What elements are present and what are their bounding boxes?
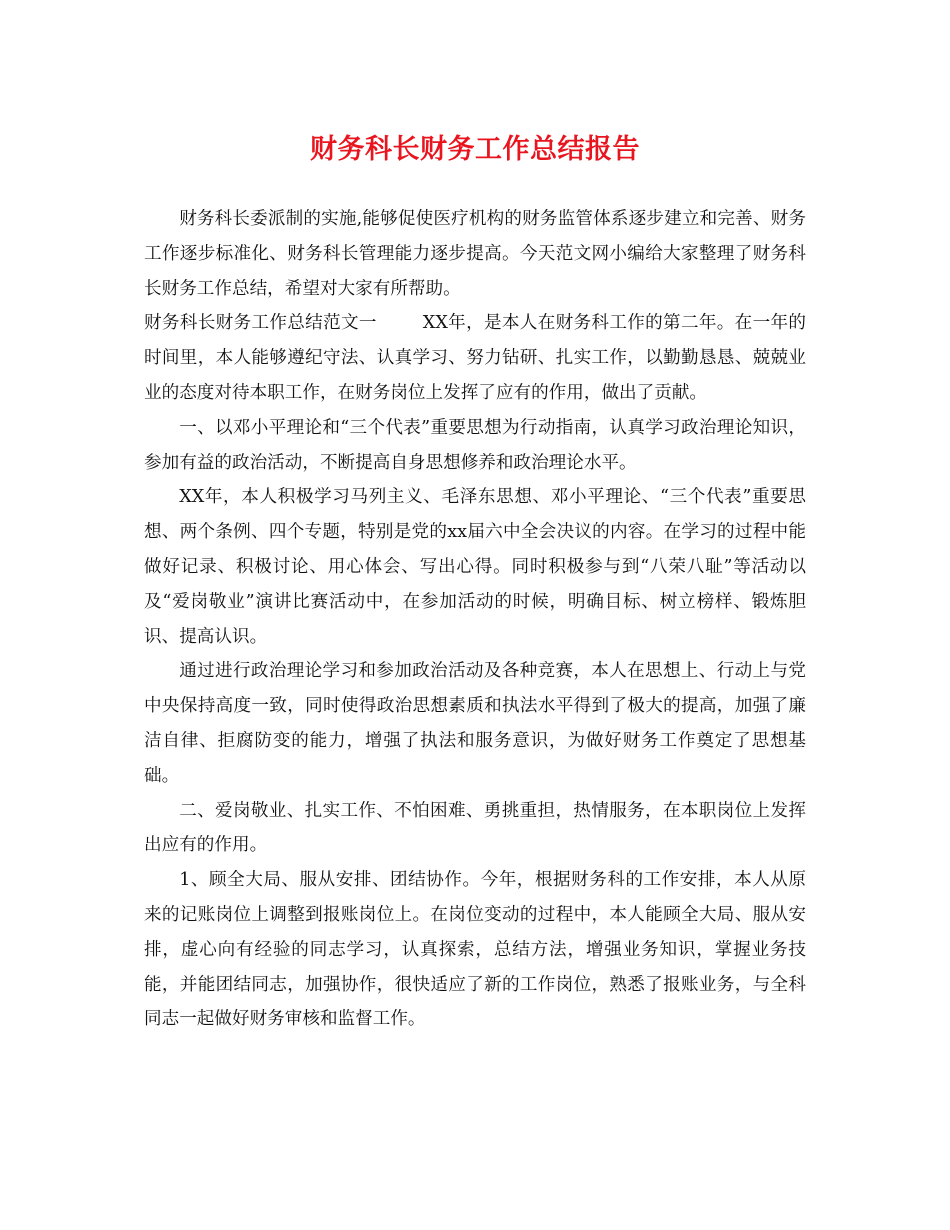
paragraph-section-one: 一、以邓小平理论和“三个代表”重要思想为行动指南，认真学习政治理论知识，参加有益的政治活动，不断提高自身思想修养和政治理论水平。 xyxy=(144,417,806,473)
paragraph-study: XX年，本人积极学习马列主义、毛泽东思想、邓小平理论、“三个代表”重要思想、两个条例、四个专题，特别是党的xx届六中全会决议的内容。在学习的过程中能做好记录、积极讨论、用心体会、写出心得。同时积极参与到“八荣八耻”等活动以及“爱岗敬业”演讲比赛活动中，在参加活动的时候，明确目标、树立榜样、锻炼胆识、提高认识。 xyxy=(144,487,806,647)
paragraph-sample-one xyxy=(144,306,806,410)
paragraph-point-one: 1、顾全大局、服从安排、团结协作。今年，根据财务科的工作安排，本人从原来的记账岗位上调整到报账岗位上。在岗位变动的过程中，本人能顾全大局、服从安排，虚心向有经验的同志学习，认真探索，总结方法，增强业务知识，掌握业务技能，并能团结同志，加强协作，很快适应了新的工作岗位，熟悉了报账业务，与全科同志一起做好财务审核和监督工作。 xyxy=(144,870,806,1030)
sample-heading: 财务科长财务工作总结范文一 xyxy=(144,313,377,334)
sample-one-text: XX年，是本人在财务科工作的第二年。在一年的时间里，本人能够遵纪守法、认真学习、努力钻研、扎实工作，以勤勤恳恳、兢兢业业的态度对待本职工作，在财务岗位上发挥了应有的作用，做出了贡献。 xyxy=(144,313,806,403)
document-body xyxy=(144,202,806,1037)
document-title: 财务科长财务工作总结报告 xyxy=(310,134,640,165)
paragraph-intro: 财务科长委派制的实施,能够促使医疗机构的财务监管体系逐步建立和完善、财务工作逐步标准化、财务科长管理能力逐步提高。今天范文网小编给大家整理了财务科长财务工作总结，希望对大家有所帮助。 xyxy=(144,209,806,299)
paragraph-result: 通过进行政治理论学习和参加政治活动及各种竞赛，本人在思想上、行动上与党中央保持高度一致，同时使得政治思想素质和执法水平得到了极大的提高，加强了廉洁自律、拒腐防变的能力，增强了执法和服务意识，为做好财务工作奠定了思想基础。 xyxy=(144,661,806,786)
paragraph-section-two: 二、爱岗敬业、扎实工作、不怕困难、勇挑重担，热情服务，在本职岗位上发挥出应有的作用。 xyxy=(144,800,806,856)
